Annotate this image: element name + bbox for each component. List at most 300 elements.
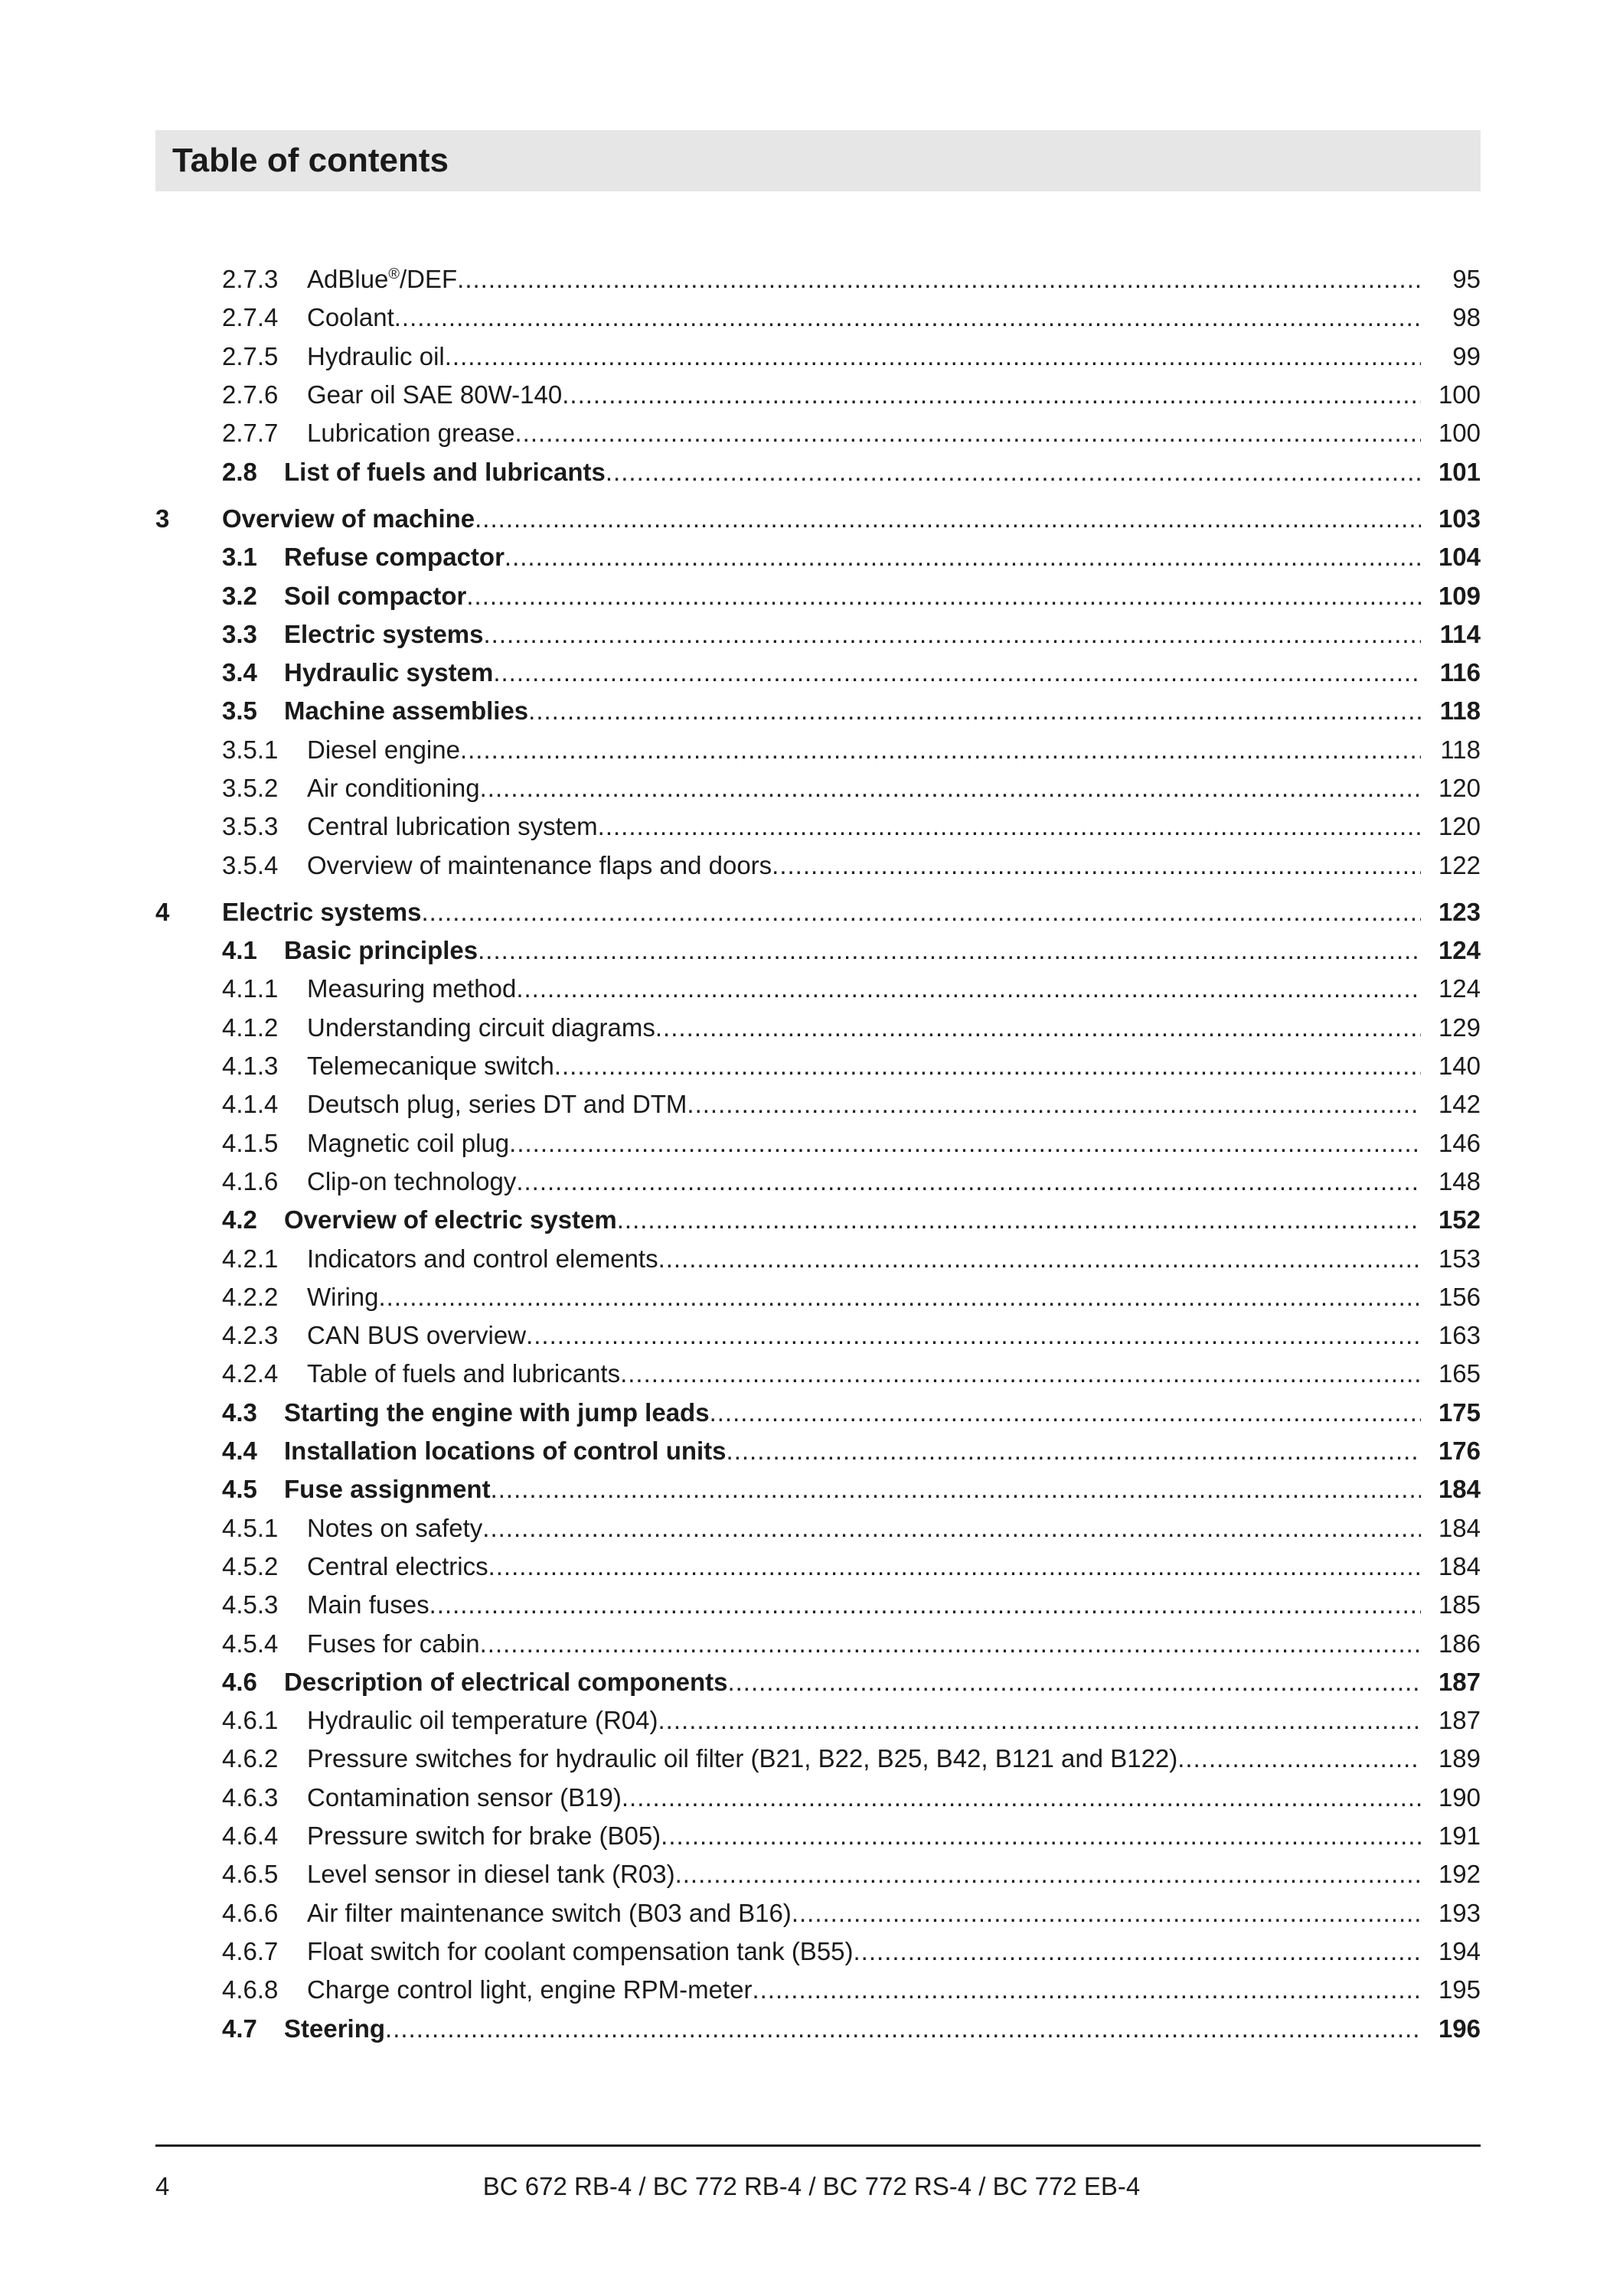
toc-entry-title: [284, 458, 606, 487]
toc-entry[interactable]: [155, 1971, 1481, 2009]
toc-entry-page: 187: [1438, 1667, 1481, 1696]
toc-entry-page: 191: [1438, 1821, 1481, 1851]
toc-entry-title-wrap: [307, 1321, 1421, 1350]
toc-entry-title: [307, 812, 598, 841]
toc-entry-number: 2.7.6: [222, 380, 279, 409]
dot-leader: [854, 1937, 1421, 1966]
toc-entry-title-text: Hydraulic system: [284, 658, 494, 687]
toc-entry[interactable]: [155, 1586, 1481, 1624]
toc-entry[interactable]: [155, 893, 1481, 931]
toc-entry-title-wrap: [307, 1167, 1421, 1196]
toc-entry-title-text: Diesel engine: [307, 735, 460, 764]
toc-entry-page: 120: [1438, 812, 1481, 841]
toc-entry-number: 4.2.1: [222, 1244, 279, 1273]
dot-leader: [727, 1437, 1421, 1466]
toc-entry-page: 140: [1438, 1052, 1481, 1081]
toc-entry-number: 3.5.1: [222, 735, 279, 764]
toc-entry-title: [284, 1668, 727, 1697]
toc-entry-number: 2.7.5: [222, 341, 279, 370]
toc-entry-title-wrap: [307, 812, 1421, 841]
toc-entry-page: 175: [1438, 1397, 1481, 1427]
toc-entry-number: 4.6.5: [222, 1860, 279, 1889]
toc-entry-title-text: Steering: [284, 2014, 386, 2043]
footer-page-number: 4: [155, 2172, 170, 2200]
toc-entry-title-wrap: [284, 1475, 1421, 1504]
toc-entry-title: [307, 1706, 658, 1735]
toc-entry-title-wrap: [307, 774, 1421, 803]
toc-entry-page: 184: [1438, 1551, 1481, 1580]
toc-entry-title: [284, 620, 484, 649]
toc-entry-number: 4.6.2: [222, 1744, 279, 1773]
toc-entry-title-wrap: [307, 974, 1421, 1003]
dot-leader: [675, 1860, 1421, 1889]
toc-entry-title-text: Measuring method: [307, 974, 517, 1003]
dot-leader: [429, 1590, 1421, 1619]
toc-entry[interactable]: [155, 1316, 1481, 1355]
dot-leader: [655, 1013, 1421, 1042]
toc-entry-title: [284, 582, 466, 611]
toc-entry-title-text: AdBlue: [307, 265, 389, 294]
toc-entry-number: 4.5: [222, 1475, 257, 1504]
toc-entry-page: 101: [1438, 457, 1481, 486]
toc-entry-number: 2.7.7: [222, 419, 279, 448]
toc-entry-title-text: Wiring: [307, 1282, 379, 1311]
toc-entry-number: 4.6.3: [222, 1782, 279, 1812]
toc-entry-title-wrap: [284, 1205, 1421, 1234]
toc-entry-title-text: Charge control light, engine RPM-meter: [307, 1975, 753, 2004]
dot-leader: [478, 936, 1421, 965]
toc-entry[interactable]: [155, 1701, 1481, 1740]
toc-entry-title: [307, 1975, 752, 2004]
toc-entry-title-wrap: [307, 735, 1421, 765]
toc-entry-title-wrap: [222, 504, 1421, 533]
toc-entry-page: 99: [1452, 341, 1481, 370]
toc-entry-number: 3.2: [222, 581, 257, 610]
toc-entry[interactable]: [155, 731, 1481, 769]
toc-entry[interactable]: [155, 1779, 1481, 1817]
toc-entry-page: 118: [1439, 696, 1481, 726]
toc-entry-title: [307, 1821, 661, 1851]
dot-leader: [466, 582, 1421, 611]
toc-entry-title-text: Electric systems: [222, 897, 422, 926]
toc-entry-title-text: Coolant: [307, 303, 394, 332]
toc-entry-number: 4.7: [222, 2014, 257, 2043]
toc-entry[interactable]: [155, 1163, 1481, 1201]
dot-leader: [606, 458, 1421, 487]
toc-entry-page: 100: [1438, 380, 1481, 409]
toc-entry-number: 4.1.4: [222, 1090, 279, 1119]
toc-entry-page: 124: [1438, 936, 1481, 965]
toc-entry-title-wrap: [284, 936, 1421, 965]
toc-entry-title: [284, 1437, 727, 1466]
toc-entry-title: [307, 1283, 379, 1312]
dot-leader: [385, 2014, 1421, 2043]
dot-leader: [562, 380, 1421, 409]
toc-entry-number: 4.2: [222, 1205, 257, 1234]
toc-entry-number: 4.2.3: [222, 1321, 279, 1350]
toc-entry-page: 184: [1438, 1475, 1481, 1504]
toc-entry-title-text: Indicators and control elements: [307, 1244, 658, 1273]
toc-entry-number: 2.8: [222, 457, 257, 486]
toc-entry-title-text: Telemecanique switch: [307, 1052, 554, 1081]
toc-entry-number: 2.7.3: [222, 265, 279, 294]
toc-entry-title-wrap: [307, 1052, 1421, 1081]
toc-entry[interactable]: [155, 1394, 1481, 1432]
toc-entry-page: 100: [1438, 419, 1481, 448]
toc-entry-page: 114: [1439, 619, 1481, 648]
toc-entry-title: [284, 936, 478, 965]
toc-entry-title-text: Understanding circuit diagrams: [307, 1013, 655, 1042]
dot-leader: [772, 851, 1421, 880]
toc-entry[interactable]: [155, 1278, 1481, 1316]
toc-entry-title-wrap: [307, 1514, 1421, 1543]
toc-entry[interactable]: [155, 846, 1481, 884]
toc-entry-page: 192: [1438, 1860, 1481, 1889]
dot-leader: [658, 1706, 1421, 1735]
toc-entry-title-wrap: [307, 380, 1421, 409]
toc-entry-title: [307, 1552, 488, 1581]
toc-entry-title-text: Description of electrical components: [284, 1667, 728, 1696]
toc-entry-title-wrap: [222, 898, 1421, 927]
toc-entry[interactable]: [155, 931, 1481, 970]
toc-entry-page: 123: [1438, 897, 1481, 926]
toc-entry-title-text: Notes on safety: [307, 1513, 483, 1542]
toc-entry-title-wrap: [307, 1860, 1421, 1889]
toc-entry-title-wrap: [307, 303, 1421, 332]
toc-entry[interactable]: [155, 452, 1481, 491]
table-of-contents: [155, 260, 1481, 2048]
toc-entry[interactable]: [155, 615, 1481, 654]
toc-entry-title: [307, 342, 445, 371]
toc-entry-title-text: Table of fuels and lubricants: [307, 1359, 621, 1388]
dot-leader: [394, 303, 1421, 332]
toc-entry-number: 2.7.4: [222, 303, 279, 332]
toc-entry-title-text: Gear oil SAE 80W-140: [307, 380, 563, 409]
toc-entry-title: [307, 851, 772, 880]
toc-entry-title-text: Central electrics: [307, 1551, 488, 1580]
toc-entry-page: 176: [1438, 1437, 1481, 1466]
toc-entry-title: [284, 1398, 710, 1427]
toc-entry-page: 163: [1438, 1321, 1481, 1350]
toc-entry[interactable]: [155, 1047, 1481, 1085]
page-title: Table of contents: [172, 142, 449, 179]
toc-entry-title-wrap: [307, 1629, 1421, 1658]
toc-entry-title-wrap: [307, 1129, 1421, 1158]
toc-entry-number: 4.2.4: [222, 1359, 279, 1388]
toc-entry[interactable]: [155, 970, 1481, 1008]
toc-entry-title-wrap: [284, 458, 1421, 487]
toc-entry-number: 3.5.4: [222, 850, 279, 879]
toc-entry-page: 196: [1438, 2014, 1481, 2043]
toc-entry-title-wrap: [284, 2014, 1421, 2043]
toc-entry-number: 4.6.7: [222, 1936, 279, 1965]
toc-entry-number: 4.5.1: [222, 1513, 279, 1542]
toc-entry-title-wrap: [307, 1090, 1421, 1119]
toc-entry[interactable]: [155, 769, 1481, 807]
toc-entry[interactable]: [155, 2009, 1481, 2047]
toc-entry-title-text: Hydraulic oil: [307, 341, 445, 370]
toc-entry-title-text: List of fuels and lubricants: [284, 457, 606, 486]
toc-entry[interactable]: [155, 1470, 1481, 1508]
toc-entry-number: 3.4: [222, 658, 257, 687]
toc-entry-title: [307, 1783, 622, 1812]
toc-entry-title: [307, 265, 457, 294]
toc-entry-title-wrap: [284, 1398, 1421, 1427]
toc-entry[interactable]: [155, 260, 1481, 298]
toc-entry-title-text: Pressure switches for hydraulic oil filter (B21, B22, B25, B42, B121 and B122): [307, 1744, 1178, 1773]
dot-leader: [620, 1359, 1421, 1388]
toc-entry-number: 4.6.1: [222, 1706, 279, 1735]
footer-model-list: BC 672 RB-4 / BC 772 RB-4 / BC 772 RS-4 / BC 772 EB-4: [482, 2172, 1141, 2200]
toc-entry-title-wrap: [307, 265, 1421, 294]
toc-entry-number: 4.1: [222, 936, 257, 965]
toc-entry[interactable]: [155, 576, 1481, 615]
toc-entry-page: 98: [1452, 303, 1481, 332]
toc-entry[interactable]: [155, 1624, 1481, 1662]
toc-entry[interactable]: [155, 1855, 1481, 1893]
toc-entry-title-text: Pressure switch for brake (B05): [307, 1821, 661, 1851]
dot-leader: [516, 974, 1421, 1003]
toc-entry[interactable]: [155, 807, 1481, 846]
dot-leader: [509, 1129, 1421, 1158]
toc-entry-page: 122: [1438, 850, 1481, 879]
toc-entry[interactable]: [155, 1893, 1481, 1932]
dot-leader: [658, 1244, 1421, 1274]
toc-entry-title-text: Starting the engine with jump leads: [284, 1397, 710, 1427]
toc-entry-title: [222, 898, 422, 927]
toc-entry-title-text: Contamination sensor (B19): [307, 1782, 622, 1812]
dot-leader: [491, 1475, 1421, 1504]
toc-entry-number: 4.1.2: [222, 1013, 279, 1042]
toc-entry-number: 4.6: [222, 1667, 257, 1696]
toc-entry-title-wrap: [284, 696, 1421, 726]
toc-entry-title-text: Level sensor in diesel tank (R03): [307, 1860, 675, 1889]
dot-leader: [460, 735, 1421, 765]
toc-entry-title: [284, 658, 493, 687]
toc-entry-title: [307, 1167, 516, 1196]
toc-entry[interactable]: [155, 1663, 1481, 1701]
toc-entry-page: 129: [1438, 1013, 1481, 1042]
footer-divider: [155, 2144, 1481, 2147]
toc-entry-number: 4.6.8: [222, 1975, 279, 2004]
toc-entry[interactable]: [155, 1932, 1481, 1971]
toc-entry[interactable]: [155, 1239, 1481, 1277]
toc-entry-page: 104: [1438, 543, 1481, 572]
toc-entry-title-wrap: [307, 1783, 1421, 1812]
dot-leader: [480, 774, 1421, 803]
toc-entry-title: [307, 1590, 429, 1619]
toc-entry-title-wrap: [307, 851, 1421, 880]
toc-entry-title-wrap: [307, 419, 1421, 448]
dot-leader: [752, 1975, 1421, 2004]
toc-entry[interactable]: [155, 692, 1481, 730]
toc-entry-page: 194: [1438, 1936, 1481, 1965]
toc-entry-title: [307, 1899, 792, 1928]
toc-entry-title: [307, 1629, 480, 1658]
toc-entry-page: 187: [1438, 1706, 1481, 1735]
toc-entry-number: 4.5.3: [222, 1590, 279, 1619]
toc-entry-title-wrap: [307, 1013, 1421, 1042]
toc-entry[interactable]: [155, 1548, 1481, 1586]
toc-entry-page: 95: [1452, 265, 1481, 294]
toc-entry-title-text: Installation locations of control units: [284, 1437, 727, 1466]
registered-mark: ®: [388, 266, 400, 283]
toc-entry[interactable]: [155, 500, 1481, 538]
dot-leader: [622, 1783, 1421, 1812]
toc-entry-title-wrap: [307, 1244, 1421, 1274]
toc-entry-title: [307, 1321, 526, 1350]
toc-entry-page: 184: [1438, 1513, 1481, 1542]
toc-entry-number: 4.6.6: [222, 1898, 279, 1927]
toc-entry[interactable]: [155, 298, 1481, 337]
toc-entry-title-text: Overview of maintenance flaps and doors: [307, 850, 772, 879]
toc-entry-page: 118: [1440, 735, 1481, 764]
toc-entry-title-text: Refuse compactor: [284, 543, 505, 572]
toc-entry-title-wrap: [307, 1975, 1421, 2004]
dot-leader: [515, 419, 1421, 448]
toc-entry-title-wrap: [284, 658, 1421, 687]
toc-entry-title: [222, 504, 475, 533]
toc-entry-title: [307, 1937, 854, 1966]
toc-entry-page: 120: [1438, 774, 1481, 802]
toc-entry-page: 193: [1438, 1898, 1481, 1927]
toc-entry-title-text: Overview of machine: [222, 504, 475, 533]
dot-leader: [484, 620, 1421, 649]
toc-entry[interactable]: [155, 1124, 1481, 1163]
toc-entry[interactable]: [155, 1085, 1481, 1124]
toc-entry-title-wrap: [307, 1359, 1421, 1388]
toc-entry-title-text: Electric systems: [284, 619, 484, 648]
toc-entry-number: 4.4: [222, 1437, 257, 1466]
toc-entry-title-wrap: [284, 1437, 1421, 1466]
toc-entry-title-wrap: [307, 1706, 1421, 1735]
toc-entry-title: [284, 1475, 491, 1504]
toc-entry[interactable]: [155, 414, 1481, 452]
toc-entry-title: [284, 1205, 617, 1234]
toc-entry-page: 195: [1438, 1975, 1481, 2004]
toc-entry[interactable]: [155, 376, 1481, 414]
toc-entry[interactable]: [155, 1009, 1481, 1047]
toc-entry-number: 4.1.1: [222, 974, 279, 1003]
toc-entry-page: 185: [1438, 1590, 1481, 1619]
toc-entry-title: [284, 2014, 385, 2043]
dot-leader: [528, 696, 1421, 726]
dot-leader: [475, 504, 1421, 533]
dot-leader: [457, 265, 1421, 294]
toc-entry-page: 156: [1438, 1282, 1481, 1311]
toc-entry-title-text: Air conditioning: [307, 774, 480, 802]
toc-entry-page: 116: [1439, 658, 1481, 687]
toc-entry-title-wrap: [284, 620, 1421, 649]
dot-leader: [792, 1899, 1421, 1928]
toc-entry-title: [307, 774, 480, 803]
toc-entry[interactable]: [155, 1432, 1481, 1470]
dot-leader: [1177, 1744, 1421, 1773]
toc-entry-title-text: Fuse assignment: [284, 1475, 491, 1504]
dot-leader: [687, 1090, 1421, 1119]
dot-leader: [488, 1552, 1421, 1581]
dot-leader: [493, 658, 1421, 687]
toc-entry-title: [307, 419, 515, 448]
toc-entry-page: 146: [1438, 1128, 1481, 1157]
toc-entry[interactable]: [155, 654, 1481, 692]
toc-entry-title-wrap: [307, 1283, 1421, 1312]
dot-leader: [710, 1398, 1421, 1427]
toc-entry-title-text: Clip-on technology: [307, 1166, 517, 1195]
dot-leader: [482, 1514, 1421, 1543]
toc-entry-title-text: Fuses for cabin: [307, 1629, 480, 1658]
toc-entry-title-text: Float switch for coolant compensation tank (B55): [307, 1936, 854, 1965]
toc-entry-page: 124: [1438, 974, 1481, 1003]
toc-entry-page: 186: [1438, 1629, 1481, 1658]
toc-entry-title-text: Machine assemblies: [284, 696, 529, 726]
toc-entry-number: 4.2.2: [222, 1282, 279, 1311]
dot-leader: [554, 1052, 1421, 1081]
toc-entry-number: 4.5.4: [222, 1629, 279, 1658]
toc-entry[interactable]: [155, 338, 1481, 376]
toc-entry-number: 3.1: [222, 543, 257, 572]
toc-entry-title-wrap: [284, 1668, 1421, 1697]
toc-entry-title: [307, 1514, 482, 1543]
toc-entry-title: [307, 303, 394, 332]
toc-entry-title: [307, 1359, 620, 1388]
toc-entry-title-wrap: [307, 342, 1421, 371]
toc-entry-number: 4.5.2: [222, 1551, 279, 1580]
toc-entry-title-wrap: [307, 1821, 1421, 1851]
toc-entry-title: [307, 1052, 554, 1081]
toc-entry-title-text: Overview of electric system: [284, 1205, 617, 1234]
toc-entry-number: 3.5.2: [222, 774, 279, 802]
toc-entry-title: [307, 380, 562, 409]
toc-entry-title-suffix: /DEF: [400, 265, 458, 294]
dot-leader: [379, 1283, 1421, 1312]
toc-entry[interactable]: [155, 1509, 1481, 1548]
toc-entry[interactable]: [155, 538, 1481, 576]
toc-entry-number: 4: [155, 897, 170, 926]
toc-entry-title-wrap: [307, 1937, 1421, 1966]
dot-leader: [505, 543, 1421, 572]
toc-entry[interactable]: [155, 1817, 1481, 1855]
toc-entry-title: [307, 1090, 687, 1119]
toc-entry[interactable]: [155, 1740, 1481, 1778]
dot-leader: [661, 1821, 1421, 1851]
toc-entry-title-text: Deutsch plug, series DT and DTM: [307, 1090, 687, 1119]
toc-entry-number: 3.3: [222, 619, 257, 648]
toc-entry-title-text: Soil compactor: [284, 581, 467, 610]
toc-entry-page: 148: [1438, 1166, 1481, 1195]
toc-entry-title-wrap: [284, 543, 1421, 572]
dot-leader: [598, 812, 1421, 841]
header-bar: [155, 130, 1481, 191]
toc-entry-title: [307, 735, 460, 765]
toc-entry-number: 4.1.6: [222, 1166, 279, 1195]
toc-entry-page: 103: [1438, 504, 1481, 533]
toc-entry-title-wrap: [284, 582, 1421, 611]
toc-entry-title-text: Lubrication grease: [307, 419, 515, 448]
toc-entry-title: [307, 1013, 655, 1042]
toc-entry[interactable]: [155, 1201, 1481, 1239]
toc-entry-page: 190: [1438, 1782, 1481, 1812]
toc-entry-title-text: Hydraulic oil temperature (R04): [307, 1706, 658, 1735]
dot-leader: [727, 1668, 1421, 1697]
toc-entry-page: 142: [1438, 1090, 1481, 1119]
toc-entry[interactable]: [155, 1355, 1481, 1393]
toc-entry-title-wrap: [307, 1899, 1421, 1928]
toc-entry-title: [284, 543, 505, 572]
toc-entry-title-text: Air filter maintenance switch (B03 and B16): [307, 1898, 792, 1927]
toc-entry-title: [284, 696, 528, 726]
toc-entry-page: 189: [1438, 1744, 1481, 1773]
